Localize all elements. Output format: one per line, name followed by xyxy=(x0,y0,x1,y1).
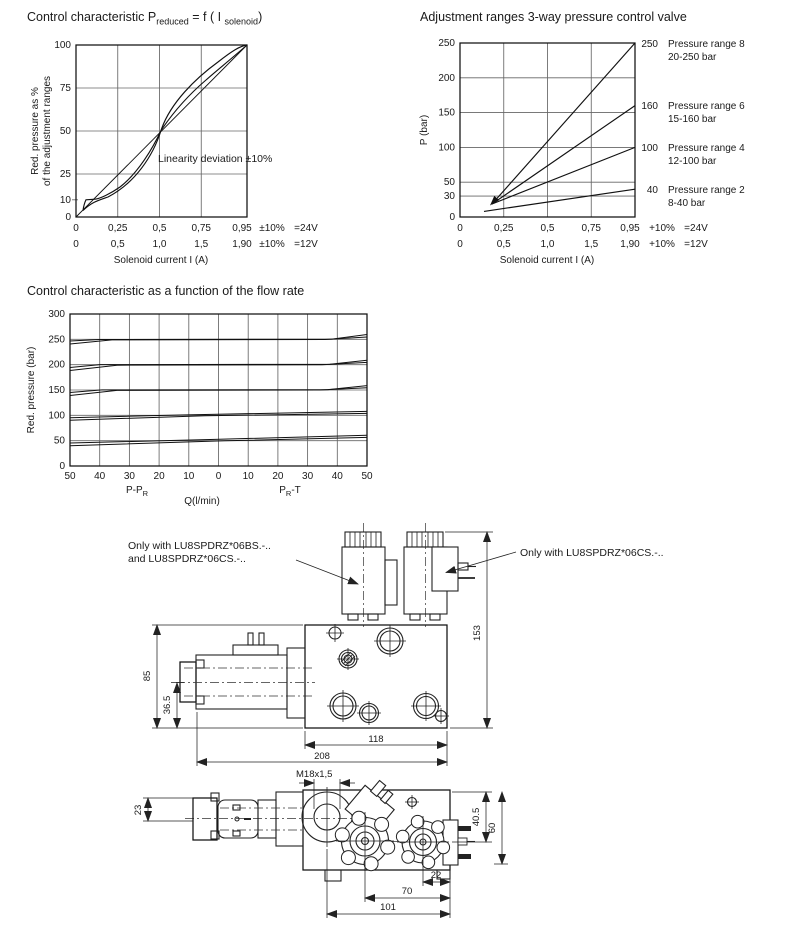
tick-label: 100 xyxy=(54,40,71,51)
tick-label: 50 xyxy=(64,471,76,482)
dimension-label: 208 xyxy=(314,751,330,762)
tick-label: 0,25 xyxy=(494,223,514,234)
tick-label: 0 xyxy=(457,239,463,250)
dimension-22 xyxy=(423,868,450,918)
chart-adjustment-ranges xyxy=(405,34,795,274)
tick-label: 150 xyxy=(438,107,455,119)
chart1-title xyxy=(27,10,262,27)
valve-body-top xyxy=(305,624,449,728)
tick-label: 0 xyxy=(449,212,455,223)
chart1-title-sub2: solenoid xyxy=(224,16,259,27)
tick-label: 100 xyxy=(438,142,455,154)
tick-label: 75 xyxy=(59,83,71,94)
line-range-8 xyxy=(492,43,635,204)
mounting-foot xyxy=(325,870,341,881)
drawing-top-view xyxy=(128,523,664,766)
plug-pin xyxy=(259,633,264,645)
tick-label: 50 xyxy=(443,177,455,189)
note-left-line2: and LU8SPDRZ*06CS.-.. xyxy=(128,553,246,565)
chart1-title-end: ) xyxy=(258,10,263,24)
tick-label: 1,90 xyxy=(620,239,640,250)
chart3-y-tick-labels xyxy=(48,309,65,472)
side-solenoid-bottom xyxy=(193,792,303,846)
tick-label: 40 xyxy=(331,471,343,482)
dimension-m18 xyxy=(296,769,355,809)
chart3-x-label-left: $P-P_R$ xyxy=(125,485,149,498)
tick-label: 30 xyxy=(302,471,314,482)
valve-technical-drawing xyxy=(100,515,700,937)
tick-label: 1,90 xyxy=(232,239,252,250)
dimension-label: 23 xyxy=(133,804,144,816)
tick-label: 1,5 xyxy=(584,239,599,250)
annotation-linearity: Linearity deviation ±10% xyxy=(158,153,273,165)
adjustment-knob-2 xyxy=(396,815,449,868)
tick-label: 0,5 xyxy=(110,239,125,250)
tick-label: 0,75 xyxy=(191,223,211,234)
dimension-label: 153 xyxy=(472,625,483,641)
chart2-title-text: Adjustment ranges 3-way pressure control valve xyxy=(420,10,687,24)
chart3-title xyxy=(27,284,304,298)
tick-label: 300 xyxy=(48,309,65,320)
dimension-36-5 xyxy=(162,683,184,729)
cartridge-section xyxy=(287,648,305,718)
port xyxy=(411,691,441,721)
tick-label: 10 xyxy=(242,471,254,482)
tick-label: 0,5 xyxy=(152,223,167,234)
tick-label: 0 xyxy=(457,223,463,234)
chart2-range-lines xyxy=(484,43,635,211)
din-connector-face xyxy=(218,800,258,838)
range-name: Pressure range 8 xyxy=(668,39,745,50)
tick-label: 50 xyxy=(59,126,71,137)
solenoid-a xyxy=(342,523,397,627)
connector-pin xyxy=(458,854,471,859)
tick-label: 200 xyxy=(48,359,65,371)
chart-flow-rate xyxy=(20,308,395,513)
note-left-line1: Only with LU8SPDRZ*06BS.-.. xyxy=(128,540,271,552)
chart3-x-tick-labels xyxy=(64,471,373,482)
chart2-x-axis-label: Solenoid current I (A) xyxy=(499,255,595,266)
chart1-y-axis-label-line2: of the adjustment ranges xyxy=(42,75,53,187)
tick-label: 0,5 xyxy=(496,239,511,250)
chart2-grid xyxy=(460,43,635,217)
range-span: 15-160 bar xyxy=(668,114,717,125)
chart2-title xyxy=(420,10,687,24)
range-end-value: 100 xyxy=(641,143,658,154)
line-range-2 xyxy=(484,189,635,211)
tick-label: 50 xyxy=(361,471,373,482)
tick-label: 0 xyxy=(73,223,79,234)
solenoid-b-connector xyxy=(432,547,458,591)
dimension-label: 36.5 xyxy=(162,695,173,715)
chart2-y-tick-labels xyxy=(438,38,455,223)
tick-label: 0,25 xyxy=(108,223,128,234)
dimension-label: 101 xyxy=(380,902,396,913)
port xyxy=(357,701,381,725)
tick-label: 1,0 xyxy=(540,239,555,250)
range-span: 12-100 bar xyxy=(668,156,717,167)
connector-pin xyxy=(458,826,471,831)
dimension-label: 40.5 xyxy=(471,807,482,827)
plug-pin xyxy=(248,633,253,645)
range-span: 8-40 bar xyxy=(668,198,706,209)
chart2-x-row2 xyxy=(457,239,708,250)
tick-label: 200 xyxy=(438,72,455,84)
tick-label: 0 xyxy=(73,239,79,250)
line-range-4 xyxy=(492,147,635,204)
port xyxy=(374,625,406,657)
chart1-y-tick-labels xyxy=(54,40,71,223)
tick-label: 0,95 xyxy=(232,223,252,234)
tick-label: 100 xyxy=(48,410,65,422)
tick-label: 20 xyxy=(153,471,165,482)
chart1-title-text: Control characteristic P xyxy=(27,10,157,24)
tick-label: 250 xyxy=(48,334,65,346)
chart1-title-sub1: reduced xyxy=(156,16,189,27)
tick-label: 30 xyxy=(123,471,135,482)
range-name: Pressure range 4 xyxy=(668,143,745,154)
tick-label: 250 xyxy=(438,38,455,49)
tolerance-label: +10% xyxy=(649,223,675,234)
dimension-label: 60 xyxy=(487,822,498,834)
note-left xyxy=(128,540,358,584)
chart2-x-row1 xyxy=(457,223,708,234)
tick-label: 1,5 xyxy=(194,239,209,250)
chart3-y-axis-label: Red. pressure (bar) xyxy=(26,346,37,434)
tick-label: 40 xyxy=(94,471,106,482)
chart3-x-label-center: Q(l/min) xyxy=(184,496,220,507)
tick-label: 0 xyxy=(65,212,71,223)
voltage-label: =12V xyxy=(684,239,708,250)
note-right-text: Only with LU8SPDRZ*06CS.-.. xyxy=(520,547,664,559)
tick-label: 25 xyxy=(59,169,71,180)
tick-label: 0,95 xyxy=(620,223,640,234)
tolerance-label: ±10% xyxy=(259,223,285,234)
tick-label: 10 xyxy=(59,194,71,206)
voltage-label: =12V xyxy=(294,239,318,250)
thread-label: M18x1,5 xyxy=(296,769,333,780)
plug-pin xyxy=(381,790,393,803)
port-threaded xyxy=(337,648,359,670)
solenoid-b xyxy=(404,523,476,627)
dimension-label: 118 xyxy=(368,734,384,745)
dimension-60 xyxy=(487,792,508,864)
port xyxy=(327,690,359,722)
tick-label: 0 xyxy=(215,471,222,482)
chart2-range-legend xyxy=(641,39,745,209)
range-name: Pressure range 2 xyxy=(668,185,745,196)
chart3-x-label-right: $P_R-T$ xyxy=(279,485,301,498)
tick-label: 50 xyxy=(53,435,65,447)
range-end-value: 160 xyxy=(641,101,658,112)
tolerance-label: ±10% xyxy=(259,239,285,250)
tick-label: 1,0 xyxy=(152,239,167,250)
voltage-label: =24V xyxy=(294,223,318,234)
tick-label: 20 xyxy=(272,471,284,482)
tick-label: 0 xyxy=(59,461,65,472)
port xyxy=(326,624,344,642)
drawing-bottom-view xyxy=(133,769,508,918)
range-name: Pressure range 6 xyxy=(668,101,745,112)
dimension-label: 70 xyxy=(401,886,413,897)
dimension-23 xyxy=(133,798,193,821)
plug-bracket xyxy=(233,645,278,655)
chart3-title-text: Control characteristic as a function of the flow rate xyxy=(27,284,305,298)
dimension-label: 22 xyxy=(430,870,442,881)
range-end-value: 250 xyxy=(641,39,658,50)
chart1-x-axis-label: Solenoid current I (A) xyxy=(113,255,209,266)
tick-label: 0,5 xyxy=(540,223,555,234)
tolerance-label: +10% xyxy=(649,239,675,250)
dimension-208 xyxy=(197,712,447,766)
tick-label: 30 xyxy=(443,191,455,203)
chart1-title-mid: = f ( I xyxy=(188,10,225,24)
range-end-value: 40 xyxy=(646,185,658,196)
adjustment-knob-1 xyxy=(335,811,394,871)
tick-label: 10 xyxy=(183,471,195,482)
small-port xyxy=(405,795,419,809)
tick-label: 150 xyxy=(48,385,65,396)
side-solenoid xyxy=(176,633,315,718)
voltage-label: =24V xyxy=(684,223,708,234)
note-right xyxy=(446,547,664,573)
tick-label: 0,75 xyxy=(581,223,601,234)
leader-arrow xyxy=(296,560,358,584)
line-range-6 xyxy=(492,106,635,204)
range-span: 20-250 bar xyxy=(668,52,717,63)
chart1-x-row2 xyxy=(73,239,318,250)
chart-control-characteristic xyxy=(20,34,400,274)
chart1-y-axis-label-line1: Red. pressure as % xyxy=(30,87,41,175)
chart1-x-row1 xyxy=(73,223,318,234)
chart2-y-axis-label: P (bar) xyxy=(419,114,430,146)
dimension-label: 85 xyxy=(142,670,153,682)
